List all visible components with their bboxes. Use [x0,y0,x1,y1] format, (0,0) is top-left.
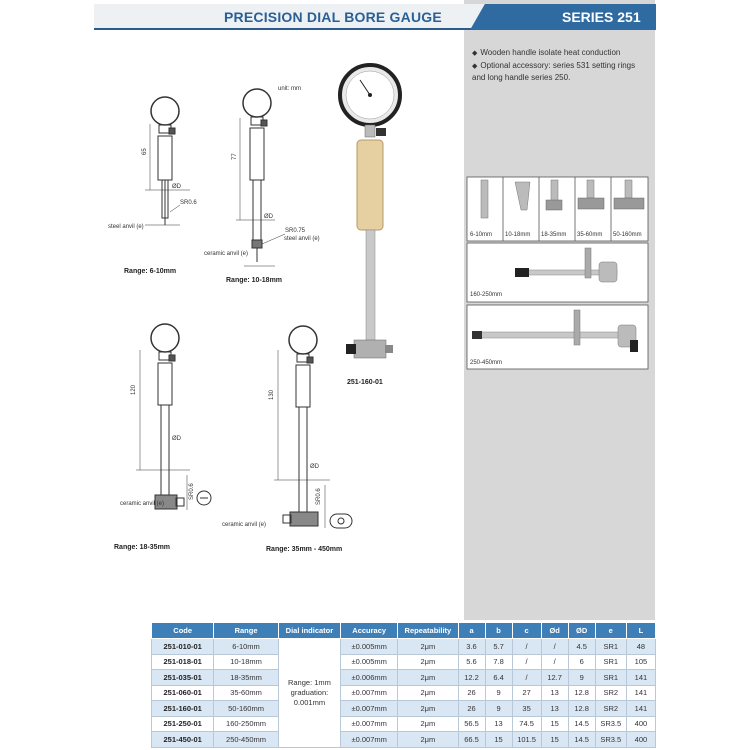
sr-label: SR0.6 [316,488,322,505]
table-cell: / [541,639,568,655]
drawing-35-450mm [274,326,352,528]
col-header: e [595,623,626,639]
table-cell: 2μm [398,639,458,655]
anvil-image [551,180,558,202]
table-cell: SR2 [595,685,626,701]
table-cell: 35 [512,701,541,717]
table-cell: 141 [626,701,655,717]
table-cell: 4.5 [568,639,595,655]
range-label: Range: 18-35mm [114,544,171,551]
dial-stem [365,125,375,137]
photo-range-label: 250-450mm [470,360,503,366]
table-row [152,654,656,670]
table-cell: SR3.5 [595,732,626,748]
table-row [152,732,656,748]
table-row [152,701,656,717]
handle-body [250,128,264,180]
table-cell: 15 [541,732,568,748]
table-cell: 2μm [398,701,458,717]
table-cell: 141 [626,685,655,701]
anvil-range-label: 35-60mm [577,232,603,238]
sr-label: SR0.6 [189,483,195,500]
rod [161,405,169,495]
range-label: Range: 10-18mm [226,277,283,284]
table-cell: 5.7 [485,639,512,655]
table-cell: 14.5 [568,732,595,748]
range-label: Range: 6-10mm [124,268,177,275]
table-cell: SR2 [595,701,626,717]
table-cell: 3.6 [458,639,485,655]
col-header: Dial indicator [278,623,340,639]
dial-icon [151,324,179,352]
table-cell: ±0.007mm [341,685,398,701]
anvil-image [481,180,488,218]
table-cell: 12.7 [541,670,568,686]
table-row [152,716,656,732]
table-cell: 400 [626,732,655,748]
table-cell: 9 [485,701,512,717]
table-cell: 2μm [398,670,458,686]
code-cell: 251-010-01 [152,639,214,655]
table-cell: 160-250mm [214,716,278,732]
d-label: ØD [310,464,319,470]
table-cell: 12.8 [568,685,595,701]
table-cell: SR1 [595,654,626,670]
table-cell: 6 [568,654,595,670]
col-header: b [485,623,512,639]
sr-label: SR0.6 [180,200,197,206]
table-cell: ±0.007mm [341,701,398,717]
table-row [152,639,656,655]
anvil-detail-icon [330,514,352,528]
table-cell: 13 [485,716,512,732]
anvil-range-label: 18-35mm [541,232,567,238]
table-cell: 2μm [398,716,458,732]
col-header: Repeatability [398,623,458,639]
drawing-18-35mm [136,324,211,510]
table-cell: 27 [512,685,541,701]
sr-label: SR0.75 [285,228,306,234]
code-cell: 251-450-01 [152,732,214,748]
code-cell: 251-160-01 [152,701,214,717]
col-header: Ød [541,623,568,639]
table-cell: 2μm [398,732,458,748]
table-row [152,685,656,701]
table-cell: 10-18mm [214,654,278,670]
table-cell: 66.5 [458,732,485,748]
col-header: a [458,623,485,639]
anvil-range-label: 50-160mm [613,232,642,238]
feature-text: Optional accessory: series 531 setting rings and long handle series 250. [472,61,636,82]
leader-line [262,234,285,244]
table-cell: 400 [626,716,655,732]
table-cell: 14.5 [568,716,595,732]
table-cell: 9 [485,685,512,701]
d-label: ØD [264,214,273,220]
col-header: Code [152,623,214,639]
table-cell: 6-10mm [214,639,278,655]
d-label: ØD [172,436,181,442]
anvil-head [252,240,262,248]
anvil-range-label: 10-18mm [505,232,531,238]
table-cell: 12.8 [568,701,595,717]
table-cell: ±0.007mm [341,732,398,748]
table-cell: 12.2 [458,670,485,686]
clamp-screw [261,120,267,126]
model-label: 251-160-01 [347,379,383,386]
bullet-icon: ◆ [472,63,478,70]
range-label: Range: 35mm - 450mm [266,546,343,553]
handle-body [158,136,172,180]
anvil-label: steel anvil (e) [284,236,320,242]
table-cell: / [512,639,541,655]
table-cell: 15 [541,716,568,732]
series-label: SERIES 251 [562,9,641,25]
clamp-screw [169,355,175,361]
code-cell: 251-250-01 [152,716,214,732]
clamp-screw [169,128,175,134]
table-cell: 56.5 [458,716,485,732]
table-cell: 5.6 [458,654,485,670]
handle-body [158,363,172,405]
table-cell: 26 [458,701,485,717]
document-title: PRECISION DIAL BORE GAUGE [224,9,442,25]
table-cell: 6.4 [485,670,512,686]
product-photo [340,65,400,358]
table-cell: 2μm [398,654,458,670]
table-cell: ±0.005mm [341,654,398,670]
anvil-range-label: 6-10mm [470,232,493,238]
table-cell: 18-35mm [214,670,278,686]
dim-label: 120 [131,384,137,395]
table-cell: ±0.005mm [341,639,398,655]
steel-rod [366,230,375,340]
table-cell: 2μm [398,685,458,701]
rod [253,180,261,240]
dial-icon [151,97,179,125]
gauge-rod [480,332,630,338]
anvil-screw-icon [346,344,356,354]
anvil-image [587,180,594,198]
table-cell: 13 [541,685,568,701]
col-header: L [626,623,655,639]
table-cell: / [512,654,541,670]
feature-text: Wooden handle isolate heat conduction [480,48,621,57]
dim-label: 77 [232,153,238,160]
table-cell: 48 [626,639,655,655]
table-cell: SR1 [595,639,626,655]
wooden-handle [357,140,383,230]
table-cell: SR1 [595,670,626,686]
table-cell: 7.8 [485,654,512,670]
handle-body [296,365,310,407]
anvil-image [625,180,632,198]
table-cell: 26 [458,685,485,701]
table-cell: SR3.5 [595,716,626,732]
photo-range-label: 160-250mm [470,292,503,298]
dial-indicator-cell: Range: 1mm graduation: 0.001mm [278,639,340,748]
code-cell: 251-060-01 [152,685,214,701]
table-header-row [152,623,656,639]
dim-label: 65 [142,148,148,155]
table-row [152,670,656,686]
anvil-label: steel anvil (e) [108,224,144,230]
leader-line [170,205,180,212]
table-cell: 13 [541,701,568,717]
col-header: Range [214,623,278,639]
dial-icon [289,326,317,354]
col-header: c [512,623,541,639]
table-cell: 74.5 [512,716,541,732]
table-cell: 15 [485,732,512,748]
table-cell: ±0.006mm [341,670,398,686]
table-cell: ±0.007mm [341,716,398,732]
table-cell: 101.5 [512,732,541,748]
col-header: ØD [568,623,595,639]
dial-icon [243,89,271,117]
table-cell: 250-450mm [214,732,278,748]
table-cell: / [541,654,568,670]
rod [299,407,307,512]
dial-hub [368,93,372,97]
measuring-head [290,512,318,526]
measuring-head [354,340,386,358]
drawing-10-18mm [236,89,285,266]
col-header: Accuracy [341,623,398,639]
dim-label: 130 [269,389,275,400]
table-cell: / [512,670,541,686]
clamp-screw-icon [376,128,386,136]
code-cell: 251-018-01 [152,654,214,670]
table-cell: 35-60mm [214,685,278,701]
anvil-tip [385,345,393,353]
clamp-screw [307,357,313,363]
unit-label: unit: mm [278,86,302,92]
anvil-label: ceramic anvil (e) [204,251,249,257]
table-cell: 141 [626,670,655,686]
anvil-label: ceramic anvil (e) [120,501,165,507]
spec-table [151,622,656,748]
code-cell: 251-035-01 [152,670,214,686]
bullet-icon: ◆ [472,50,478,57]
anvil-detail-dot [338,518,344,524]
table-cell: 50-160mm [214,701,278,717]
table-cell: 105 [626,654,655,670]
d-label: ØD [172,184,181,190]
table-cell: 9 [568,670,595,686]
anvil-label: ceramic anvil (e) [222,522,267,528]
